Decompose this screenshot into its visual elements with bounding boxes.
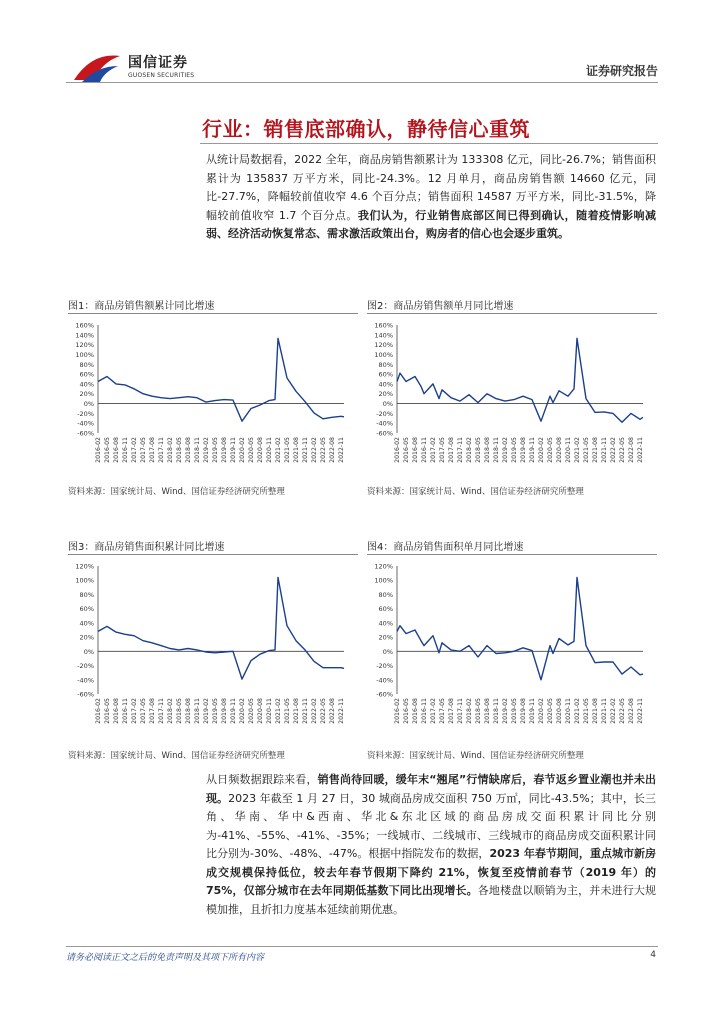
- y-tick-label: 100%: [374, 576, 393, 585]
- figure-title-divider: [367, 554, 657, 555]
- x-tick-label: 2020-02: [538, 698, 545, 724]
- x-tick-label: 2017-11: [457, 698, 464, 724]
- paragraph-text-bold: 2023 年春节期间，重点城市新房成交规模保持低位，较去年春节假期下降约 21%，恢复至疫情前春节（2019 年）的 75%，仅部分城市在去年同期低基数下同比出现增长。: [206, 847, 656, 897]
- figure-source: 资料来源：国家统计局、Wind、国信证券经济研究所整理: [68, 751, 285, 761]
- guosen-logo-icon: [72, 50, 122, 86]
- x-tick-label: 2018-02: [466, 437, 473, 463]
- x-tick-label: 2017-08: [149, 698, 156, 724]
- y-tick-label: 20%: [79, 390, 94, 399]
- y-tick-label: 80%: [79, 590, 94, 599]
- y-tick-label: 140%: [374, 331, 393, 340]
- x-tick-label: 2017-05: [439, 698, 446, 724]
- x-tick-label: 2017-11: [158, 437, 165, 463]
- y-tick-label: 100%: [374, 350, 393, 359]
- chart-4: [367, 558, 657, 738]
- x-tick-label: 2019-05: [212, 437, 219, 463]
- x-tick-label: 2021-08: [592, 437, 599, 463]
- y-tick-label: 160%: [374, 321, 393, 330]
- figure-source: 资料来源：国家统计局、Wind、国信证券经济研究所整理: [367, 487, 584, 497]
- x-tick-label: 2020-08: [556, 698, 563, 724]
- x-tick-label: 2022-11: [338, 698, 345, 724]
- disclaimer-note: 请务必阅读正文之后的免责声明及其项下所有内容: [66, 953, 265, 963]
- x-tick-label: 2016-02: [394, 698, 401, 724]
- y-tick-label: 60%: [378, 605, 393, 614]
- x-tick-label: 2020-11: [565, 698, 572, 724]
- x-tick-label: 2019-08: [221, 698, 228, 724]
- brand-name-cn: 国信证券: [128, 55, 188, 71]
- x-tick-label: 2020-08: [257, 437, 264, 463]
- report-header: [0, 0, 724, 90]
- x-tick-label: 2017-05: [140, 698, 147, 724]
- x-tick-label: 2021-08: [293, 698, 300, 724]
- x-tick-label: 2020-05: [547, 437, 554, 463]
- x-tick-label: 2016-05: [104, 437, 111, 463]
- x-tick-label: 2022-05: [619, 698, 626, 724]
- x-tick-label: 2018-05: [475, 437, 482, 463]
- x-tick-label: 2020-05: [547, 698, 554, 724]
- x-tick-label: 2018-08: [484, 698, 491, 724]
- y-tick-label: -40%: [77, 676, 94, 685]
- x-tick-label: 2017-11: [158, 698, 165, 724]
- x-tick-label: 2020-02: [239, 698, 246, 724]
- y-tick-label: 40%: [79, 380, 94, 389]
- x-tick-label: 2022-02: [311, 437, 318, 463]
- x-tick-label: 2018-11: [194, 437, 201, 463]
- x-tick-label: 2017-05: [140, 437, 147, 463]
- y-tick-label: 80%: [378, 590, 393, 599]
- y-tick-label: -20%: [77, 662, 94, 671]
- y-tick-label: 0%: [382, 400, 393, 409]
- x-tick-label: 2017-08: [448, 437, 455, 463]
- x-tick-label: 2019-05: [212, 698, 219, 724]
- x-tick-label: 2017-02: [131, 698, 138, 724]
- y-tick-label: 120%: [75, 562, 94, 571]
- x-tick-label: 2016-11: [122, 437, 129, 463]
- x-tick-label: 2016-08: [113, 698, 120, 724]
- x-tick-label: 2018-08: [484, 437, 491, 463]
- y-tick-label: 60%: [79, 370, 94, 379]
- x-tick-label: 2020-11: [266, 437, 273, 463]
- brand-logo: [72, 50, 212, 86]
- x-tick-label: 2018-08: [185, 437, 192, 463]
- y-tick-label: 60%: [79, 605, 94, 614]
- figure-title: 图1：商品房销售额累计同比增速: [68, 301, 215, 312]
- x-tick-label: 2016-05: [403, 437, 410, 463]
- x-tick-label: 2019-11: [230, 437, 237, 463]
- y-tick-label: 140%: [75, 331, 94, 340]
- figure-title: 图4：商品房销售面积单月同比增速: [367, 542, 524, 553]
- paragraph-text-bold: 我们认为，行业销售底部区间已得到确认，随着疫情影响减弱、经济活动恢复常态、需求激活政策出台，购房者的信心也会逐步重筑。: [206, 208, 656, 240]
- x-tick-label: 2019-08: [221, 437, 228, 463]
- y-tick-label: 40%: [79, 619, 94, 628]
- x-tick-label: 2017-11: [457, 437, 464, 463]
- x-tick-label: 2016-08: [412, 698, 419, 724]
- paragraph-text: 从日频数据跟踪来看，: [206, 773, 318, 786]
- chart-3: [68, 558, 358, 738]
- x-tick-label: 2016-11: [122, 698, 129, 724]
- x-tick-label: 2022-02: [311, 698, 318, 724]
- y-tick-label: 20%: [378, 390, 393, 399]
- x-tick-label: 2020-02: [239, 437, 246, 463]
- paragraph-text: 2023 年截至 1 月 27 日，30 城商品房成交面积 750 万㎡，同比-43.5%；其中，长三角、华南、华中&西南、华北&东北区域的商品房成交面积累计同比分别为-41%、-55%、-41%、-35%；一线城市、二线城市、三线城市的商品房成交面积累计同比分别为-30%、-48%、-47%。根据中指院发布的数据，: [206, 791, 656, 860]
- x-tick-label: 2021-02: [574, 698, 581, 724]
- y-tick-label: -60%: [77, 429, 94, 438]
- x-tick-label: 2018-08: [185, 698, 192, 724]
- x-tick-label: 2019-02: [203, 698, 210, 724]
- chart-1: [68, 317, 358, 477]
- x-tick-label: 2020-05: [248, 698, 255, 724]
- y-tick-label: -20%: [376, 662, 393, 671]
- x-tick-label: 2018-05: [176, 698, 183, 724]
- x-tick-label: 2017-05: [439, 437, 446, 463]
- x-tick-label: 2018-11: [194, 698, 201, 724]
- x-tick-label: 2021-11: [601, 698, 608, 724]
- x-tick-label: 2016-08: [113, 437, 120, 463]
- figure-source: 资料来源：国家统计局、Wind、国信证券经济研究所整理: [367, 751, 584, 761]
- x-tick-label: 2022-08: [329, 698, 336, 724]
- x-tick-label: 2022-11: [637, 698, 644, 724]
- x-tick-label: 2020-11: [266, 698, 273, 724]
- x-tick-label: 2022-02: [610, 437, 617, 463]
- series-line: [98, 577, 344, 679]
- paragraph-text: 各地楼盘以顺销为主，并未进行大规模加推，且折扣力度基本延续前期优惠。: [206, 884, 657, 916]
- x-tick-label: 2019-11: [529, 698, 536, 724]
- x-tick-label: 2022-05: [320, 437, 327, 463]
- x-tick-label: 2021-02: [275, 437, 282, 463]
- x-tick-label: 2021-02: [275, 698, 282, 724]
- x-tick-label: 2017-08: [149, 437, 156, 463]
- x-tick-label: 2019-05: [511, 698, 518, 724]
- x-tick-label: 2018-02: [466, 698, 473, 724]
- x-tick-label: 2019-08: [520, 698, 527, 724]
- x-tick-label: 2019-11: [529, 437, 536, 463]
- y-tick-label: 120%: [75, 341, 94, 350]
- x-tick-label: 2020-08: [257, 698, 264, 724]
- figure-title: 图3：商品房销售面积累计同比增速: [68, 542, 225, 553]
- x-tick-label: 2016-05: [104, 698, 111, 724]
- y-tick-label: 100%: [75, 350, 94, 359]
- y-tick-label: -20%: [376, 409, 393, 418]
- y-tick-label: 120%: [374, 562, 393, 571]
- x-tick-label: 2021-05: [583, 698, 590, 724]
- y-tick-label: 20%: [378, 633, 393, 642]
- y-tick-label: 120%: [374, 341, 393, 350]
- paragraph-text-bold: 销售尚待回暖，缓年末“翘尾”行情缺席后，春节返乡置业潮也并未出现。: [206, 773, 656, 805]
- y-tick-label: -60%: [376, 690, 393, 699]
- x-tick-label: 2018-02: [167, 698, 174, 724]
- y-tick-label: -40%: [376, 419, 393, 428]
- x-tick-label: 2019-02: [203, 437, 210, 463]
- x-tick-label: 2022-11: [637, 437, 644, 463]
- y-tick-label: 20%: [79, 633, 94, 642]
- y-tick-label: 40%: [378, 380, 393, 389]
- page-number: 4: [650, 950, 656, 960]
- x-tick-label: 2019-02: [502, 437, 509, 463]
- series-line: [397, 338, 643, 422]
- y-tick-label: 60%: [378, 370, 393, 379]
- y-tick-label: 0%: [382, 647, 393, 656]
- figure-title-divider: [367, 313, 657, 314]
- x-tick-label: 2019-05: [511, 437, 518, 463]
- x-tick-label: 2020-05: [248, 437, 255, 463]
- x-tick-label: 2021-08: [293, 437, 300, 463]
- y-tick-label: -40%: [77, 419, 94, 428]
- series-line: [98, 338, 344, 421]
- brand-name-en: GUOSEN SECURITIES: [128, 72, 195, 79]
- x-tick-label: 2020-11: [565, 437, 572, 463]
- title-divider: [200, 143, 658, 144]
- x-tick-label: 2022-05: [320, 698, 327, 724]
- header-divider: [66, 82, 658, 83]
- x-tick-label: 2021-05: [284, 437, 291, 463]
- x-tick-label: 2021-11: [302, 437, 309, 463]
- x-tick-label: 2017-08: [448, 698, 455, 724]
- series-line: [397, 577, 643, 679]
- footer-divider: [66, 946, 658, 947]
- figure-title: 图2：商品房销售额单月同比增速: [367, 301, 514, 312]
- x-tick-label: 2021-05: [284, 698, 291, 724]
- report-type-label: 证券研究报告: [585, 64, 658, 78]
- x-tick-label: 2016-11: [421, 698, 428, 724]
- chart-2: [367, 317, 657, 477]
- x-tick-label: 2017-02: [131, 437, 138, 463]
- x-tick-label: 2020-08: [556, 437, 563, 463]
- y-tick-label: -60%: [376, 429, 393, 438]
- x-tick-label: 2016-02: [394, 437, 401, 463]
- x-tick-label: 2021-11: [601, 437, 608, 463]
- x-tick-label: 2021-08: [592, 698, 599, 724]
- x-tick-label: 2016-02: [95, 698, 102, 724]
- y-tick-label: 160%: [75, 321, 94, 330]
- x-tick-label: 2021-02: [574, 437, 581, 463]
- x-tick-label: 2019-08: [520, 437, 527, 463]
- x-tick-label: 2022-05: [619, 437, 626, 463]
- y-tick-label: 0%: [83, 647, 94, 656]
- x-tick-label: 2016-08: [412, 437, 419, 463]
- section-title: 行业：销售底部确认，静待信心重筑: [202, 117, 530, 141]
- x-tick-label: 2018-02: [167, 437, 174, 463]
- x-tick-label: 2022-08: [329, 437, 336, 463]
- x-tick-label: 2016-02: [95, 437, 102, 463]
- x-tick-label: 2019-02: [502, 698, 509, 724]
- y-tick-label: 80%: [378, 360, 393, 369]
- paragraph-daily-tracking: [206, 771, 656, 919]
- y-tick-label: 0%: [83, 400, 94, 409]
- x-tick-label: 2018-05: [475, 698, 482, 724]
- y-tick-label: 100%: [75, 576, 94, 585]
- y-tick-label: -40%: [376, 676, 393, 685]
- x-tick-label: 2018-05: [176, 437, 183, 463]
- x-tick-label: 2020-02: [538, 437, 545, 463]
- x-tick-label: 2019-11: [230, 698, 237, 724]
- figure-title-divider: [68, 313, 358, 314]
- figure-title-divider: [68, 554, 358, 555]
- x-tick-label: 2022-08: [628, 437, 635, 463]
- paragraph-sales-summary: [206, 151, 656, 244]
- x-tick-label: 2022-02: [610, 698, 617, 724]
- y-tick-label: -20%: [77, 409, 94, 418]
- x-tick-label: 2018-11: [493, 698, 500, 724]
- y-tick-label: 40%: [378, 619, 393, 628]
- figure-source: 资料来源：国家统计局、Wind、国信证券经济研究所整理: [68, 487, 285, 497]
- paragraph-text: 从统计局数据看，2022 全年，商品房销售额累计为 133308 亿元，同比-26.7%；销售面积累计为 135837 万平方米，同比-24.3%。12 月单月，商品房销售额 14660 亿元，同比-27.7%，降幅较前值收窄 4.6 个百分点；销售面积 14587 万平方米，同比-31.5%，降幅较前值收窄 1.7 个百分点。: [206, 153, 656, 222]
- x-tick-label: 2022-11: [338, 437, 345, 463]
- y-tick-label: 80%: [79, 360, 94, 369]
- x-tick-label: 2016-11: [421, 437, 428, 463]
- x-tick-label: 2021-05: [583, 437, 590, 463]
- x-tick-label: 2018-11: [493, 437, 500, 463]
- x-tick-label: 2016-05: [403, 698, 410, 724]
- y-tick-label: -60%: [77, 690, 94, 699]
- x-tick-label: 2017-02: [430, 698, 437, 724]
- x-tick-label: 2017-02: [430, 437, 437, 463]
- x-tick-label: 2022-08: [628, 698, 635, 724]
- x-tick-label: 2021-11: [302, 698, 309, 724]
